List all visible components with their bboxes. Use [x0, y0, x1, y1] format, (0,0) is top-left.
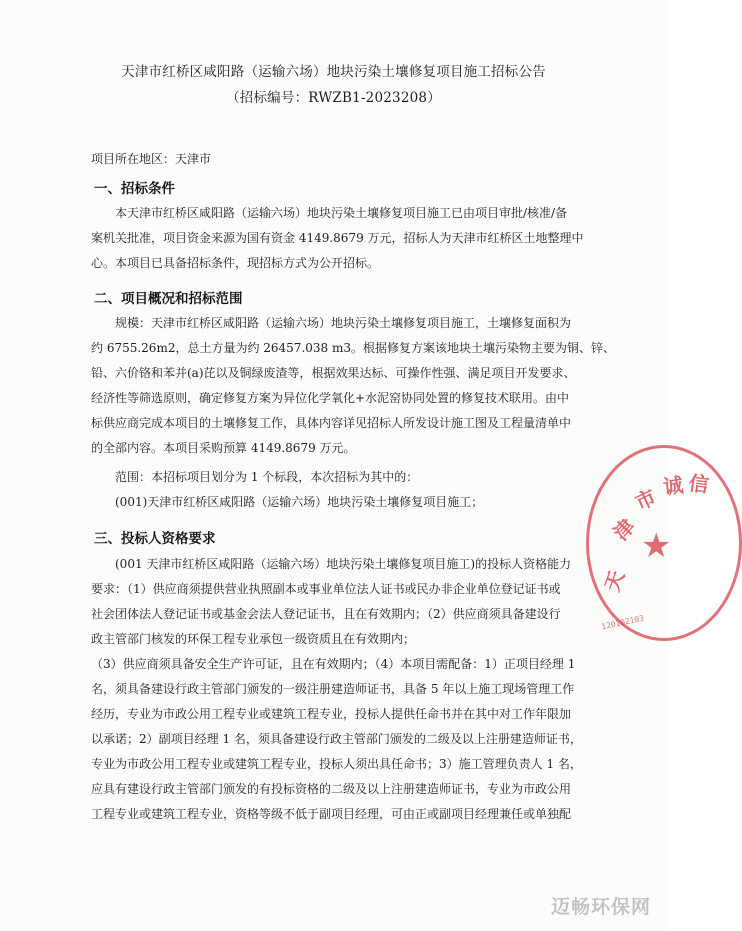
paragraph-line: 政主管部门核发的环保工程专业承包一级资质且在有效期内； [91, 632, 416, 646]
section-2-scope [91, 465, 483, 515]
paragraph-line: 以承诺；2）副项目经理 1 名，须具备建设行政主管部门颁发的二级及以上注册建造师证书， [91, 732, 582, 746]
paragraph-line: 经济性等筛选原则，确定修复方案为异位化学氧化+水泥窑协同处置的修复技术联用。由中 [91, 391, 570, 405]
paragraph-line: 案机关批准，项目资金来源为国有资金 4149.8679 万元，招标人为天津市红桥区土地整理中 [91, 231, 584, 245]
paragraph-line: 约 6755.26m2，总土方量为约 26457.038 m3。根据修复方案该地块土壤污染物主要为铜、锌、 [91, 341, 615, 355]
paragraph-line: 社会团体法人登记证书或基金会法人登记证书，且在有效期内；（2）供应商须具备建设行 [91, 607, 561, 621]
paragraph-line: 经历，专业为市政公用工程专业或建筑工程专业，投标人提供任命书并在其中对工作年限加 [91, 707, 572, 721]
section-1-body [91, 201, 584, 276]
paragraph-line: 范围：本招标项目划分为 1 个标段，本次招标为其中的： [91, 470, 419, 484]
seal-char: 天 [599, 567, 630, 595]
paragraph-line: 的全部内容。本项目采购预算 4149.8679 万元。 [91, 441, 356, 455]
paragraph-line: （3）供应商须具备安全生产许可证，且在有效期内；（4）本项目需配备：1）正项目经理 1 [91, 657, 576, 671]
official-seal [586, 445, 742, 641]
seal-char: 诚 [661, 472, 685, 500]
section-heading-1: 一、招标条件 [94, 181, 175, 197]
section-heading-2: 二、项目概况和招标范围 [94, 291, 243, 307]
seal-char: 信 [687, 470, 711, 498]
paragraph-line: 专业为市政公用工程专业或建筑工程专业，投标人须出具任命书；3）施工管理负责人 1 名， [91, 757, 582, 771]
tender-number: （招标编号：RWZB1-2023208） [226, 90, 441, 106]
paragraph-line: (001 天津市红桥区咸阳路（运输六场）地块污染土壤修复项目施工)的投标人资格能力 [91, 557, 572, 571]
seal-star-icon: ★ [641, 526, 672, 566]
section-3-body [91, 552, 582, 827]
paragraph-line: 本天津市红桥区咸阳路（运输六场）地块污染土壤修复项目施工已由项目审批/核准/备 [91, 206, 568, 220]
section-2-body [91, 311, 615, 461]
site-watermark: 迈畅环保网 [550, 896, 651, 918]
paragraph-line: 规模：天津市红桥区咸阳路（运输六场）地块污染土壤修复项目施工，土壤修复面积为 [91, 316, 572, 330]
paragraph-line: 心。本项目已具备招标条件，现招标方式为公开招标。 [91, 256, 380, 270]
paragraph-line: 铅、六价铬和苯并(a)芘以及铜绿废渣等，根据效果达标、可操作性强、满足项目开发要求、 [91, 366, 576, 380]
paragraph-line: 名，须具备建设行政主管部门颁发的一级注册建造师证书，具备 5 年以上施工现场管理工作 [91, 682, 575, 696]
paragraph-line: 工程专业或建筑工程专业，资格等级不低于副项目经理，可由正或副项目经理兼任或单独配 [91, 807, 572, 821]
paragraph-line: 要求：（1）供应商须提供营业执照副本或事业单位法人证书或民办非企业单位登记证书或 [91, 582, 561, 596]
document-title: 天津市红桥区咸阳路（运输六场）地块污染土壤修复项目施工招标公告 [121, 64, 546, 80]
seal-number: 120102103 [600, 613, 645, 632]
seal-char: 津 [608, 514, 640, 545]
project-location: 项目所在地区：天津市 [91, 152, 212, 166]
seal-char: 市 [631, 484, 660, 515]
paragraph-line: 标供应商完成本项目的土壤修复工作，具体内容详见招标人所发设计施工图及工程量清单中 [91, 416, 572, 430]
paragraph-line: (001)天津市红桥区咸阳路（运输六场）地块污染土壤修复项目施工； [91, 495, 484, 509]
paragraph-line: 应具有建设行政主管部门颁发的有投标资格的二级及以上注册建造师证书，专业为市政公用 [91, 782, 572, 796]
section-heading-3: 三、投标人资格要求 [94, 531, 216, 547]
